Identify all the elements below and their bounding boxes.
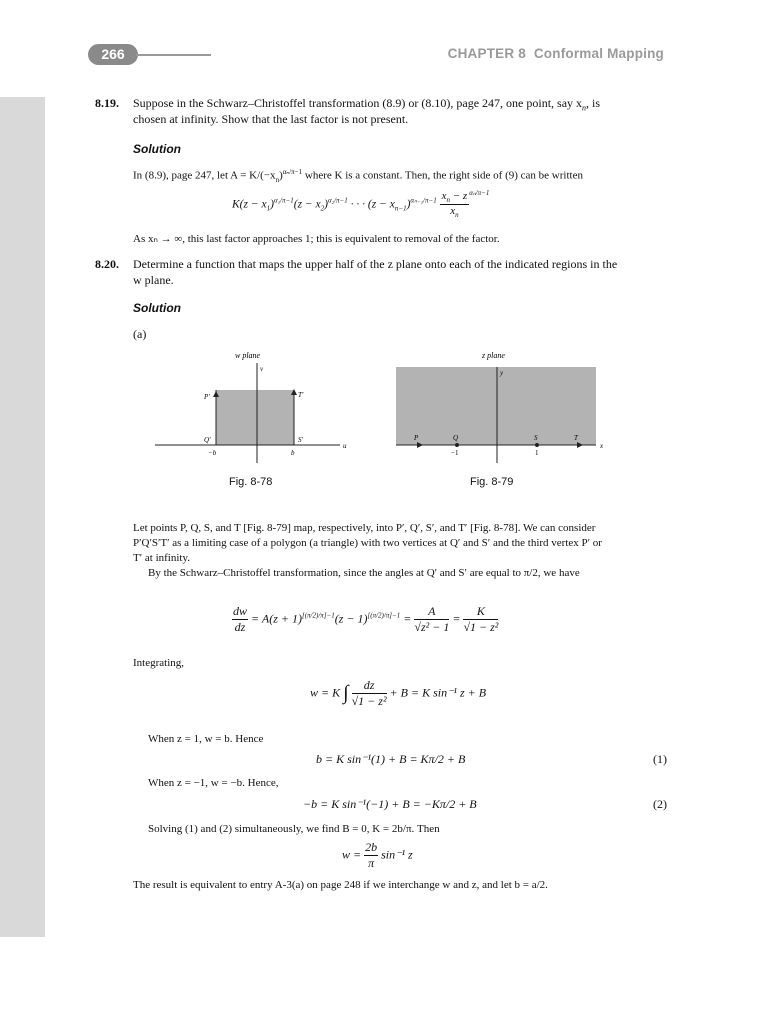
frac1-denominator: √z² − 1 (414, 620, 450, 634)
w-plane-shaded-region (216, 390, 294, 445)
dwdz-denominator: dz (234, 620, 246, 634)
equation-1: b = K sin⁻¹(1) + B = Kπ/2 + B (316, 752, 466, 766)
dwdz-mid2: (z − 1) (334, 611, 368, 626)
figure-8-78-caption: Fig. 8-78 (229, 476, 273, 488)
point-q-dot (455, 443, 459, 447)
label-p-prime: P′ (204, 393, 210, 401)
subscript-n: n (582, 103, 587, 113)
body-para2: By the Schwarz–Christoffel transformation, since the angles at Q′ and S′ are equal to π/2, we have (148, 567, 580, 579)
problem-819-solution-line2: As xₙ → ∞, this last factor approaches 1; this is equivalent to removal of the factor. (133, 233, 500, 245)
problem-819-statement-line2: chosen at infinity. Show that the last factor is not present. (133, 112, 409, 126)
frac1-numerator: A (414, 604, 449, 620)
chapter-title: Conformal Mapping (533, 46, 664, 61)
point-s-dot (535, 443, 539, 447)
equation-2: −b = K sin⁻¹(−1) + B = −Kπ/2 + B (303, 797, 477, 811)
frac2-denominator: √1 − z² (463, 620, 499, 634)
z-plane-label: z plane (482, 351, 505, 360)
header-rule (136, 54, 211, 56)
final-equation (342, 840, 413, 871)
problem-820-statement-line2: w plane. (133, 273, 174, 287)
frac2-numerator: K (463, 604, 498, 620)
v-axis-label: v (260, 365, 264, 373)
y-axis-label: y (500, 369, 504, 377)
final-left: w = (342, 847, 362, 862)
when-z-neg1: When z = −1, w = −b. Hence, (148, 777, 279, 789)
figure-8-78 (150, 345, 370, 470)
body-para1-line3: T′ at infinity. (133, 552, 190, 564)
solution-819-sub: n (275, 175, 280, 184)
final-right: sin⁻¹ z (381, 847, 413, 862)
page-number-badge: 266 (88, 44, 138, 65)
problem-819-statement-end: , is (586, 96, 601, 110)
problem-819-statement-text: Suppose in the Schwarz–Christoffel transformation (8.9) or (8.10), page 247, one point, say x (133, 96, 583, 110)
solution-819-paren: ) (279, 169, 283, 182)
u-axis-label: u (343, 442, 347, 450)
label-p: P (414, 434, 419, 442)
chapter-number: CHAPTER 8 (447, 46, 526, 61)
integral-left: w = K (310, 685, 341, 700)
integrating-label: Integrating, (133, 657, 185, 669)
solution-819-sup: α (282, 168, 287, 176)
solving-line: Solving (1) and (2) simultaneously, we find B = 0, K = 2b/π. Then (148, 823, 440, 835)
tick-neg-b: −b (208, 449, 217, 457)
solution-819-text-b: where K is a constant. Then, the right side of (9) can be written (302, 169, 583, 182)
body-para1-line1: Let points P, Q, S, and T [Fig. 8-79] map, respectively, into P′, Q′, S′, and T′ [Fig. 8-78]. We can consider (133, 522, 596, 534)
integral-numerator: dz (352, 678, 387, 694)
body-para1-line2: P′Q′S′T′ as a limiting case of a polygon (a triangle) with two vertices at Q′ and S′ and the third vertex P′ or (133, 537, 602, 549)
problem-820-statement-line1: Determine a function that maps the upper half of the z plane onto each of the indicated regions in the (133, 257, 618, 271)
dwdz-exp2: [(π/2)/π]−1 (367, 611, 401, 620)
equation-2-number: (2) (653, 797, 667, 811)
integral-right: + B = K sin⁻¹ z + B (389, 685, 487, 700)
final-numerator: 2b (365, 840, 378, 854)
figure-8-79-caption: Fig. 8-79 (470, 476, 514, 488)
problem-819-number: 8.19. (95, 96, 119, 110)
problem-820-part-label: (a) (133, 327, 147, 341)
dwdz-mid: = A(z + 1) (251, 611, 302, 626)
label-q-prime: Q′ (204, 436, 211, 444)
label-s: S (534, 434, 538, 442)
problem-819-solution-label: Solution (133, 142, 181, 156)
label-q: Q (453, 434, 459, 442)
dwdz-numerator: dw (233, 604, 248, 618)
tick-1: 1 (535, 449, 539, 457)
integral-equation: w = K ∫ $\frac{dz}{\text{√1 − z²}}$ + B = K sin⁻¹ z + B (310, 678, 487, 708)
integral-denominator: √1 − z² (351, 694, 387, 708)
figure-8-79 (390, 345, 610, 470)
chapter-heading (448, 46, 664, 61)
z-plane-shaded-region (396, 367, 596, 445)
result-line: The result is equivalent to entry A-3(a) on page 248 if we interchange w and z, and let b = a/2. (133, 879, 548, 891)
tick-b: b (291, 449, 295, 457)
dwdz-equation: $\frac{dw}{dz}$ = $A(z + 1)^{[(\pi/2)/\pi]-1}(z - 1)^{[(\pi/2)/\pi]-1}$ = $\frac{A}{\text{√z² − 1}}$ = $\frac{K}{\text{√1 − z²}}$ (233, 604, 499, 634)
when-z-1: When z = 1, w = b. Hence (148, 733, 264, 745)
expression-start: K(z − x (232, 198, 267, 211)
problem-820-solution-label: Solution (133, 301, 181, 315)
label-t-prime: T′ (298, 391, 304, 399)
w-plane-label: w plane (235, 351, 261, 360)
problem-820-number: 8.20. (95, 257, 119, 271)
solution-819-text-a: In (8.9), page 247, let A = K/(−x (133, 169, 276, 182)
dwdz-exp1: [(π/2)/π]−1 (302, 611, 335, 620)
label-s-prime: S′ (298, 436, 304, 444)
schwarz-christoffel-expression: $K(z - x_1)^{\alpha_1/\pi-1}(z - x_2)^{\alpha_2/\pi-1}$ · · · $(z - x_{n-1})^{\alpha_{n-1}/\pi-1}$ $\frac{x_n - z}{x_n}$ $^{\alpha_n/\pi-1}$ (232, 188, 490, 220)
final-denominator: π (368, 856, 375, 870)
equation-1-number: (1) (653, 752, 667, 766)
margin-strip (0, 97, 45, 937)
tick-neg-1: −1 (451, 449, 459, 457)
label-t: T (574, 434, 578, 442)
x-axis-label: x (600, 442, 604, 450)
problem-819-solution-line1: In (8.9), page 247, let $A = K/(-x_n)^{\alpha_n/\pi-1}$ where K is a constant. Then, the right side of (9) can be written (133, 168, 583, 184)
